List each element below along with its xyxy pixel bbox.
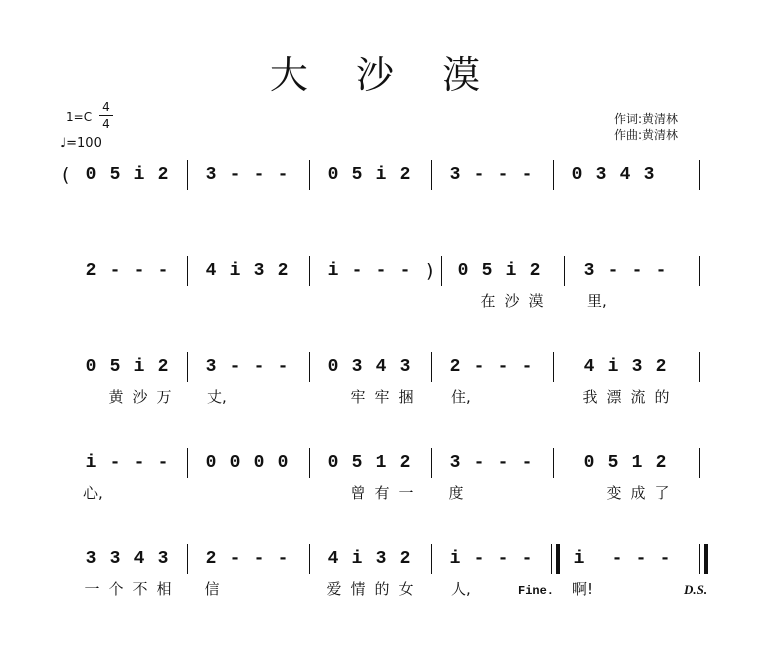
end-double-barline: [699, 544, 700, 574]
note: i: [505, 261, 517, 281]
note: 0: [205, 453, 217, 473]
note: 2: [157, 165, 169, 185]
note: 3: [449, 453, 461, 473]
staff-row-4: [0, 448, 768, 508]
note: 0: [327, 453, 339, 473]
lyric: 丈,: [207, 388, 227, 406]
key-signature: 1=C: [66, 110, 93, 124]
staff-row-5: [0, 544, 768, 604]
barline: [553, 160, 554, 190]
note: 3: [109, 549, 121, 569]
barline: [187, 352, 188, 382]
note: 2: [205, 549, 217, 569]
note: -: [109, 261, 121, 281]
note: 0: [457, 261, 469, 281]
note: 3: [643, 165, 655, 185]
note: 3: [85, 549, 97, 569]
lyric: 心,: [83, 484, 103, 502]
barline: [309, 448, 310, 478]
note: -: [497, 357, 509, 377]
note: -: [133, 261, 145, 281]
lyric: 我: [582, 388, 598, 406]
note: 0: [571, 165, 583, 185]
note: 4: [133, 549, 145, 569]
note: 2: [399, 453, 411, 473]
note: -: [521, 549, 533, 569]
barline: [309, 544, 310, 574]
note: 4: [205, 261, 217, 281]
barline: [699, 160, 700, 190]
note: -: [133, 453, 145, 473]
barline: [309, 160, 310, 190]
note: -: [473, 453, 485, 473]
note: 0: [277, 453, 289, 473]
note: 1: [375, 453, 387, 473]
lyric: 人,: [451, 580, 471, 598]
note: -: [659, 549, 671, 569]
barline: [553, 352, 554, 382]
barline: [187, 448, 188, 478]
note: -: [497, 549, 509, 569]
barline: [553, 448, 554, 478]
staff-row-2: [0, 256, 768, 316]
note: i: [85, 453, 97, 473]
note: 5: [607, 453, 619, 473]
note: i: [327, 261, 339, 281]
note: i: [573, 549, 585, 569]
note: -: [277, 165, 289, 185]
note: -: [253, 549, 265, 569]
note: 2: [85, 261, 97, 281]
barline: [699, 352, 700, 382]
lyric: 成: [630, 484, 646, 502]
note: 3: [351, 357, 363, 377]
note: 4: [583, 357, 595, 377]
lyric: 女: [398, 580, 414, 598]
lyric: 住,: [451, 388, 471, 406]
note: 0: [85, 165, 97, 185]
quarter-note-icon: ♩: [60, 136, 67, 151]
note: 2: [277, 261, 289, 281]
note: 2: [529, 261, 541, 281]
note: -: [253, 165, 265, 185]
note: -: [473, 549, 485, 569]
note: -: [635, 549, 647, 569]
credits: [614, 111, 678, 143]
lyric: 个: [108, 580, 124, 598]
note: 3: [375, 549, 387, 569]
note: 0: [583, 453, 595, 473]
note: 2: [655, 357, 667, 377]
note: 3: [253, 261, 265, 281]
note: 4: [327, 549, 339, 569]
note: 0: [85, 357, 97, 377]
lyric: 不: [132, 580, 148, 598]
time-signature-bottom: 4: [102, 117, 110, 131]
lyric: 一: [84, 580, 100, 598]
barline: [309, 352, 310, 382]
note: 3: [205, 165, 217, 185]
note: -: [157, 261, 169, 281]
note: 3: [157, 549, 169, 569]
repeat-open-paren: (: [62, 164, 70, 186]
note: -: [229, 549, 241, 569]
barline: [431, 160, 432, 190]
ds-marking: D.S.: [684, 582, 708, 597]
lyric: 相: [156, 580, 172, 598]
note: 5: [351, 165, 363, 185]
note: -: [253, 357, 265, 377]
note: -: [631, 261, 643, 281]
note: -: [399, 261, 411, 281]
note: i: [133, 357, 145, 377]
lyricist-credit: 作词:黄清林: [614, 112, 679, 126]
note: 3: [399, 357, 411, 377]
note: 3: [449, 165, 461, 185]
note: i: [607, 357, 619, 377]
note: 2: [655, 453, 667, 473]
note: -: [521, 453, 533, 473]
lyric: 万: [156, 388, 172, 406]
note: 0: [327, 165, 339, 185]
lyric: 牢: [374, 388, 390, 406]
note: 5: [351, 453, 363, 473]
lyric: 爱: [326, 580, 342, 598]
note: -: [109, 453, 121, 473]
note: 4: [375, 357, 387, 377]
lyric: 了: [654, 484, 670, 502]
note: -: [655, 261, 667, 281]
lyric: 情: [350, 580, 366, 598]
note: 3: [583, 261, 595, 281]
note: 2: [399, 165, 411, 185]
time-signature: [99, 100, 113, 131]
note: -: [611, 549, 623, 569]
lyric: 沙: [132, 388, 148, 406]
note: -: [277, 549, 289, 569]
lyric: 曾: [350, 484, 366, 502]
note: 5: [109, 165, 121, 185]
barline: [699, 256, 700, 286]
note: 5: [481, 261, 493, 281]
note: -: [521, 357, 533, 377]
song-title: 大 沙 漠: [269, 53, 499, 97]
note: -: [607, 261, 619, 281]
note: -: [521, 165, 533, 185]
note: 2: [399, 549, 411, 569]
barline: [441, 256, 442, 286]
staff-row-3: [0, 352, 768, 412]
repeat-close-paren: ): [426, 260, 434, 282]
fine-double-barline: [551, 544, 552, 574]
note: 0: [229, 453, 241, 473]
note: 0: [253, 453, 265, 473]
barline: [431, 448, 432, 478]
note: -: [277, 357, 289, 377]
barline: [187, 256, 188, 286]
lyric: 变: [606, 484, 622, 502]
barline: [309, 256, 310, 286]
note: -: [157, 453, 169, 473]
lyric: 流: [630, 388, 646, 406]
lyric: 有: [374, 484, 390, 502]
fine-marking: Fine.: [518, 584, 555, 598]
composer-credit: 作曲:黄清林: [614, 128, 679, 142]
note: 4: [619, 165, 631, 185]
barline: [187, 544, 188, 574]
note: -: [473, 357, 485, 377]
note: -: [497, 165, 509, 185]
lyric: 沙: [504, 292, 520, 310]
barline: [187, 160, 188, 190]
note: i: [229, 261, 241, 281]
note: 3: [205, 357, 217, 377]
note: -: [229, 357, 241, 377]
note: -: [497, 453, 509, 473]
note: i: [351, 549, 363, 569]
note: 1: [631, 453, 643, 473]
lyric: 黄: [108, 388, 124, 406]
note: -: [229, 165, 241, 185]
note: 2: [449, 357, 461, 377]
lyric: 信: [204, 580, 220, 598]
barline: [564, 256, 565, 286]
time-signature-top: 4: [102, 100, 110, 114]
note: i: [375, 165, 387, 185]
lyric: 漠: [528, 292, 544, 310]
lyric: 漂: [606, 388, 622, 406]
barline: [699, 448, 700, 478]
lyric: 啊!: [572, 580, 594, 598]
tempo-marking: ♩=100: [60, 136, 102, 151]
barline: [431, 544, 432, 574]
lyric: 一: [398, 484, 414, 502]
lyric: 里,: [587, 292, 607, 310]
note: 2: [157, 357, 169, 377]
lyric: 在: [480, 292, 496, 310]
note: -: [375, 261, 387, 281]
note: -: [473, 165, 485, 185]
note: 5: [109, 357, 121, 377]
lyric: 度: [448, 484, 464, 502]
note: i: [133, 165, 145, 185]
staff-row-1: [0, 160, 768, 220]
lyric: 捆: [398, 388, 414, 406]
lyric: 牢: [350, 388, 366, 406]
lyric: 的: [654, 388, 670, 406]
note: i: [449, 549, 461, 569]
barline: [431, 352, 432, 382]
lyric: 的: [374, 580, 390, 598]
note: -: [351, 261, 363, 281]
note: 0: [327, 357, 339, 377]
note: 3: [595, 165, 607, 185]
note: 3: [631, 357, 643, 377]
